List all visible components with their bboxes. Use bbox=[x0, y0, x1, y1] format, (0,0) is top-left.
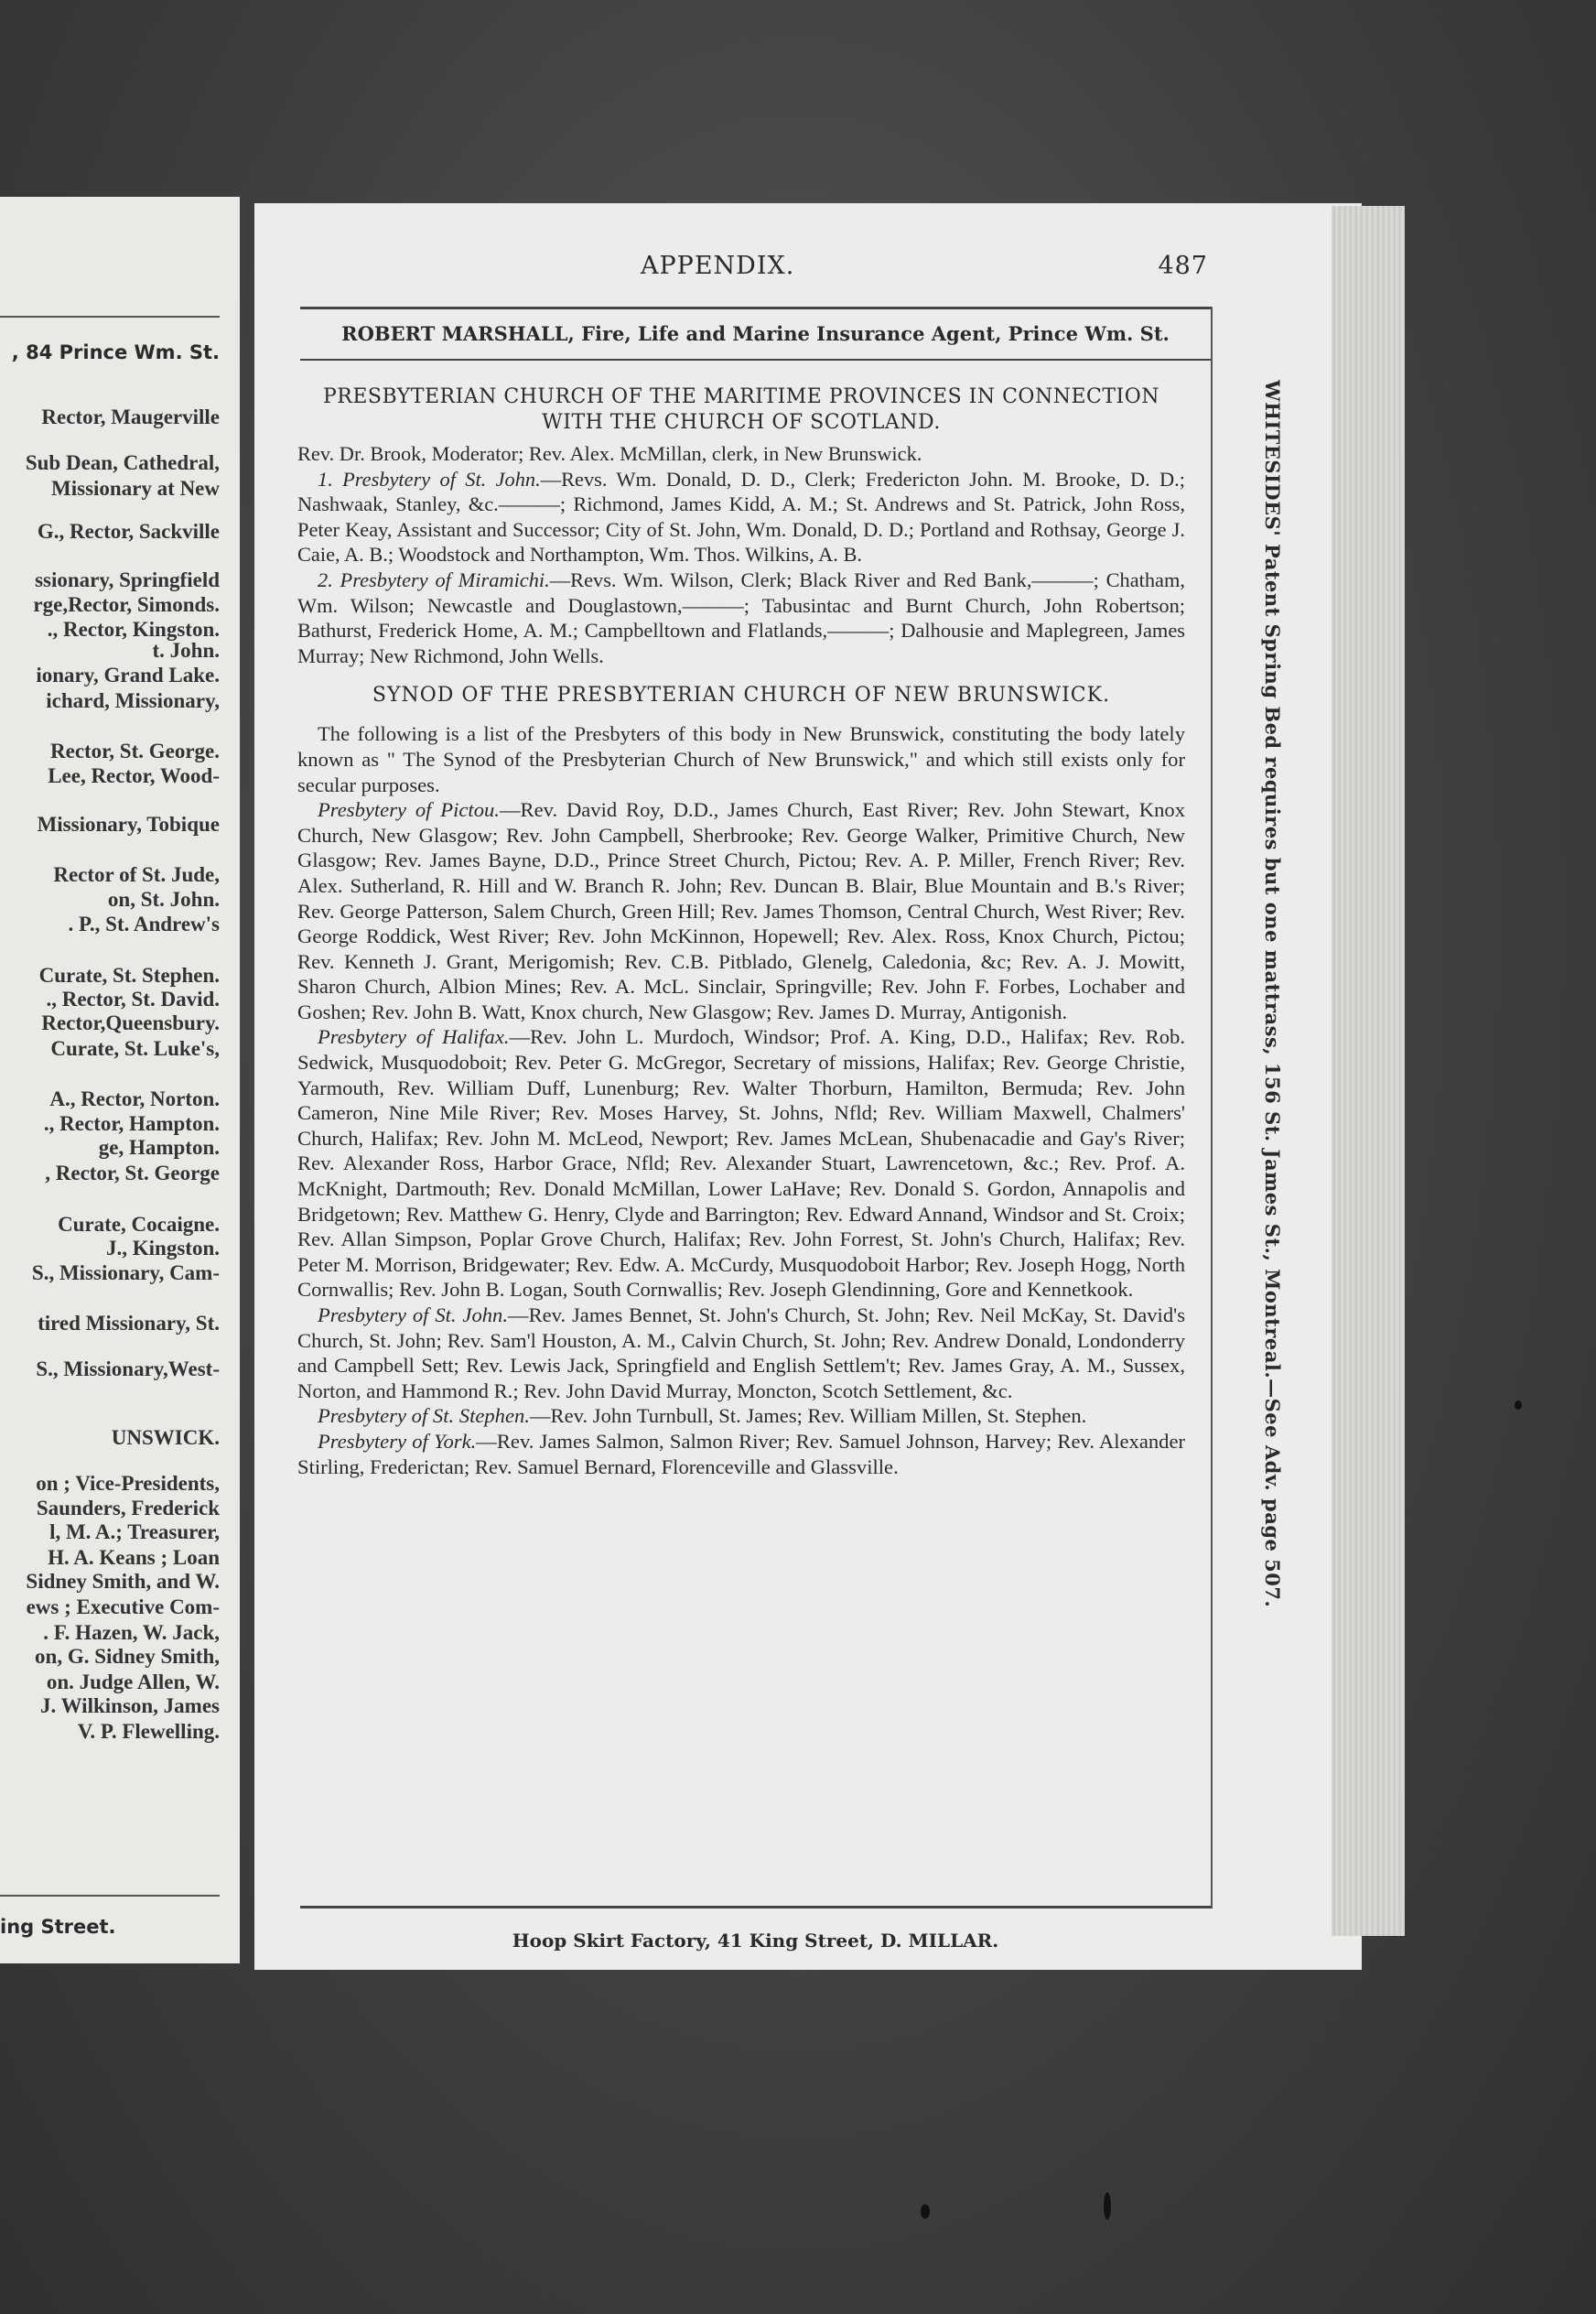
left-page-line: ., Rector, Hampton. bbox=[43, 1112, 220, 1135]
left-page-line: Rector, Maugerville bbox=[41, 405, 220, 428]
left-page-footer: ing Street. bbox=[0, 1916, 116, 1938]
left-page-line: J., Kingston. bbox=[106, 1237, 220, 1260]
left-page-line: Rector,Queensbury. bbox=[41, 1011, 220, 1034]
left-page-line: Saunders, Frederick bbox=[36, 1497, 220, 1519]
left-page-line: J. Wilkinson, James bbox=[40, 1694, 220, 1717]
synod-intro: The following is a list of the Presbyters of this body in New Brunswick, constituting the body lately known as " The Synod of the Presbyterian Church of New Brunswick," and which still exists only for secular purposes. bbox=[297, 722, 1185, 796]
presbytery-stjohn-entry bbox=[297, 1303, 1185, 1403]
side-advertisement: WHITESIDES' Patent Spring Bed requires but one mattrass, 156 St. James St., Montreal.—See Adv. page 507. bbox=[1261, 380, 1284, 1608]
presbytery-text: —Rev. James Salmon, Salmon River; Rev. Samuel Johnson, Harvey; Rev. Alexander Stirling, Frederictan; Rev. Samuel Bernard, Florenceville and Glassville. bbox=[297, 1429, 1186, 1478]
left-page-line: ., Rector, Kingston. bbox=[47, 618, 220, 641]
presbytery-miramichi-entry bbox=[297, 568, 1185, 668]
presbytery-label: 2. Presbytery of Miramichi. bbox=[318, 568, 550, 591]
presbytery-label: Presbytery of St. Stephen. bbox=[318, 1404, 530, 1428]
presbytery-label: Presbytery of Halifax. bbox=[318, 1025, 510, 1049]
presbytery-text: —Revs. Wm. Donald, D. D., Clerk; Fredericton John. M. Brooke, D. D.; Nashwaak, Stanley, &c.———; Richmond, James Kidd, A. M.; St. Andrews and St. Patrick, John Ross, Peter Keay, Assistant and Successor; City of St. John, Wm. Donald, D. D.; Portland and Rothsay, George J. Caie, A. B.; Woodstock and Northampton, Wm. Thos. Wilkins, A. B. bbox=[297, 467, 1186, 567]
page-number: 487 bbox=[1158, 252, 1208, 280]
presbytery-text: —Rev. James Bennet, St. John's Church, St. John; Rev. Neil McKay, St. David's Church, St. John; Rev. Sam'l Houston, A. M., Calvin Church, St. John; Rev. Andrew Donald, Londonderry and Campbell Sett; Rev. Lewis Jack, Springfield and English Settlem't; Rev. James Gray, A. M., Sussex, Norton, and Hammond R.; Rev. John David Murray, Moncton, Scotch Settlement, &c. bbox=[297, 1303, 1185, 1402]
left-top-rule bbox=[0, 316, 220, 318]
top-ad-rule-lower bbox=[300, 359, 1211, 361]
left-page-line: on. Judge Allen, W. bbox=[46, 1671, 220, 1693]
section-heading-synod: SYNOD OF THE PRESBYTERIAN CHURCH OF NEW BRUNSWICK. bbox=[372, 684, 1111, 708]
left-page-line: Rector, St. George. bbox=[50, 740, 220, 762]
running-title: APPENDIX. bbox=[641, 252, 795, 280]
left-page-line: G., Rector, Sackville bbox=[37, 520, 220, 543]
left-page-line: ssionary, Springfield bbox=[35, 568, 220, 591]
left-page-line: Sidney Smith, and W. bbox=[26, 1570, 220, 1593]
left-page-line: ionary, Grand Lake. bbox=[36, 664, 220, 687]
left-page-line: Sub Dean, Cathedral, bbox=[25, 451, 220, 474]
left-page-line: . F. Hazen, W. Jack, bbox=[43, 1621, 220, 1644]
left-page-fragment bbox=[0, 197, 240, 1963]
presbytery-halifax-entry bbox=[297, 1024, 1185, 1303]
presbytery-label: 1. Presbytery of St. John. bbox=[318, 467, 541, 491]
top-ad-rule bbox=[300, 307, 1211, 309]
left-page-line: rge,Rector, Simonds. bbox=[33, 593, 220, 616]
presbytery-text: —Rev. John L. Murdoch, Windsor; Prof. A. King, D.D., Halifax; Rev. Rob. Sedwick, Musquodoboit; Rev. Peter G. McGregor, Secretary of missions, Halifax; Rev. George Christie, Yarmouth, Rev. William Duff, Lunenburg; Rev. Walter Thorburn, Hamilton, Bermuda; Rev. John Cameron, Nine Mile River; Rev. Moses Harvey, St. Johns, Nfld; Rev. William Maxwell, Chalmers' Church, Halifax; Rev. John M. McLeod, Newport; Rev. James McLean, Shubenacadie and Gay's River; Rev. Alexander Ross, Harbor Grace, Nfld; Rev. Alexander Stuart, Lawrencetown, &c.; Rev. Prof. A. McKnight, Dartmouth; Rev. Donald McMillan, Lower LaHave; Rev. Donald S. Gordon, Annapolis and Bridgetown; Rev. Matthew G. Henry, Clyde and Barrington; Rev. Edward Annand, Windsor and St. Croix; Rev. Allan Simpson, Poplar Grove Church, Halifax; Rev. John Forrest, St. John's Church, Halifax; Rev. Peter M. Morrison, Bridgewater; Rev. Edw. A. McCurdy, Musquodoboit Harbor; Rev. Joseph Hogg, North Cornwallis; Rev. John B. Logan, South Cornwallis; Rev. Joseph Glendinning, Gore and Kennetkook. bbox=[297, 1025, 1185, 1302]
presbytery-pictou-entry bbox=[297, 797, 1185, 1024]
left-page-line: S., Missionary,West- bbox=[36, 1357, 220, 1380]
moderator-line: Rev. Dr. Brook, Moderator; Rev. Alex. McMillan, clerk, in New Brunswick. bbox=[297, 442, 922, 465]
page-body bbox=[297, 384, 1185, 1479]
presbytery-label: Presbytery of Pictou. bbox=[318, 798, 500, 822]
bottom-ad-rule bbox=[300, 1906, 1211, 1909]
left-page-line: ge, Hampton. bbox=[98, 1136, 220, 1159]
left-page-line: Curate, Cocaigne. bbox=[58, 1213, 220, 1236]
left-page-line: on, St. John. bbox=[107, 888, 220, 911]
scan-speck bbox=[921, 2204, 930, 2219]
left-page-line: Rector of St. Jude, bbox=[53, 863, 220, 886]
left-page-line: ., Rector, St. David. bbox=[46, 988, 220, 1011]
left-page-line: l, M. A.; Treasurer, bbox=[49, 1520, 220, 1543]
left-page-line: A., Rector, Norton. bbox=[49, 1087, 220, 1110]
left-page-line: , Rector, St. George bbox=[45, 1162, 220, 1184]
presbytery-ststephen-entry bbox=[297, 1403, 1185, 1429]
presbytery-text: —Revs. Wm. Wilson, Clerk; Black River and Red Bank,———; Chatham, Wm. Wilson; Newcastle and Douglastown,———; Tabusintac and Burnt Church, John Robertson; Bathurst, Frederick Home, A. M.; Campbelltown and Flatlands,———; Dalhousie and Maplegreen, James Murray; New Richmond, John Wells. bbox=[297, 568, 1186, 667]
presbytery-text: —Rev. David Roy, D.D., James Church, East River; Rev. John Stewart, Knox Church, New Glasgow; Rev. John Campbell, Sherbrooke; Rev. George Walker, Primitive Church, New Glasgow; Rev. James Bayne, D.D., Prince Street Church, Pictou; Rev. A. P. Miller, French River; Rev. Alex. Sutherland, R. Hill and W. Branch R. John; Rev. Duncan B. Blair, Blue Mountain and B.'s River; Rev. George Patterson, Salem Church, Green Hill; Rev. James Thomson, Central Church, West River; Rev. George Roddick, West River; Rev. John McKinnon, Hopewell; Rev. Alex. Ross, Knox Church, Pictou; Rev. Kenneth J. Grant, Merigomish; Rev. C.B. Pitblado, Glenelg, Caledonia, &c; Rev. A. J. Mowitt, Sharon Church, Albion Mines; Rev. A. McL. Sinclair, Springville; Rev. John F. Forbes, Lochaber and Goshen; Rev. John B. Watt, Knox church, New Glasgow; Rev. James D. Murray, Antigonish. bbox=[297, 798, 1185, 1023]
left-page-line: Curate, St. Luke's, bbox=[50, 1037, 220, 1060]
left-page-line: on, G. Sidney Smith, bbox=[35, 1645, 220, 1668]
bottom-advertisement: Hoop Skirt Factory, 41 King Street, D. MILLAR. bbox=[512, 1930, 999, 1952]
presbytery-st-john-entry bbox=[297, 467, 1185, 568]
left-page-line: Missionary, Tobique bbox=[37, 813, 220, 836]
side-ad-rule bbox=[1211, 307, 1213, 1909]
left-page-line: Missionary at New bbox=[51, 477, 220, 500]
presbytery-york-entry bbox=[297, 1429, 1185, 1479]
left-page-line: V. P. Flewelling. bbox=[77, 1720, 220, 1743]
left-page-header: , 84 Prince Wm. St. bbox=[11, 341, 220, 363]
left-page-line: tired Missionary, St. bbox=[38, 1312, 220, 1335]
left-page-line: Curate, St. Stephen. bbox=[38, 964, 220, 987]
scan-speck bbox=[1515, 1400, 1522, 1410]
left-page-line: . P., St. Andrew's bbox=[68, 913, 220, 935]
synod-section bbox=[297, 721, 1185, 1479]
left-page-line: H. A. Keans ; Loan bbox=[48, 1546, 220, 1569]
left-page-line: Lee, Rector, Wood- bbox=[48, 764, 220, 787]
left-page-line: ews ; Executive Com- bbox=[26, 1595, 220, 1618]
section-heading-maritime: PRESBYTERIAN CHURCH OF THE MARITIME PROVINCES IN CONNECTION WITH THE CHURCH OF SCOTLAND. bbox=[322, 385, 1160, 434]
left-page-line: on ; Vice-Presidents, bbox=[36, 1472, 220, 1495]
page-edge-stack bbox=[1332, 206, 1405, 1936]
left-page-line: t. John. bbox=[152, 639, 220, 662]
left-page-line: UNSWICK. bbox=[111, 1426, 220, 1449]
left-page-line: S., Missionary, Cam- bbox=[31, 1261, 220, 1284]
presbytery-label: Presbytery of York. bbox=[318, 1429, 477, 1453]
scan-speck bbox=[1104, 2192, 1111, 2220]
top-advertisement: ROBERT MARSHALL, Fire, Life and Marine Insurance Agent, Prince Wm. St. bbox=[341, 322, 1170, 345]
presbytery-label: Presbytery of St. John. bbox=[318, 1303, 508, 1326]
left-page-line: ichard, Missionary, bbox=[46, 689, 220, 712]
presbytery-text: —Rev. John Turnbull, St. James; Rev. William Millen, St. Stephen. bbox=[529, 1404, 1087, 1428]
left-bottom-rule bbox=[0, 1895, 220, 1897]
